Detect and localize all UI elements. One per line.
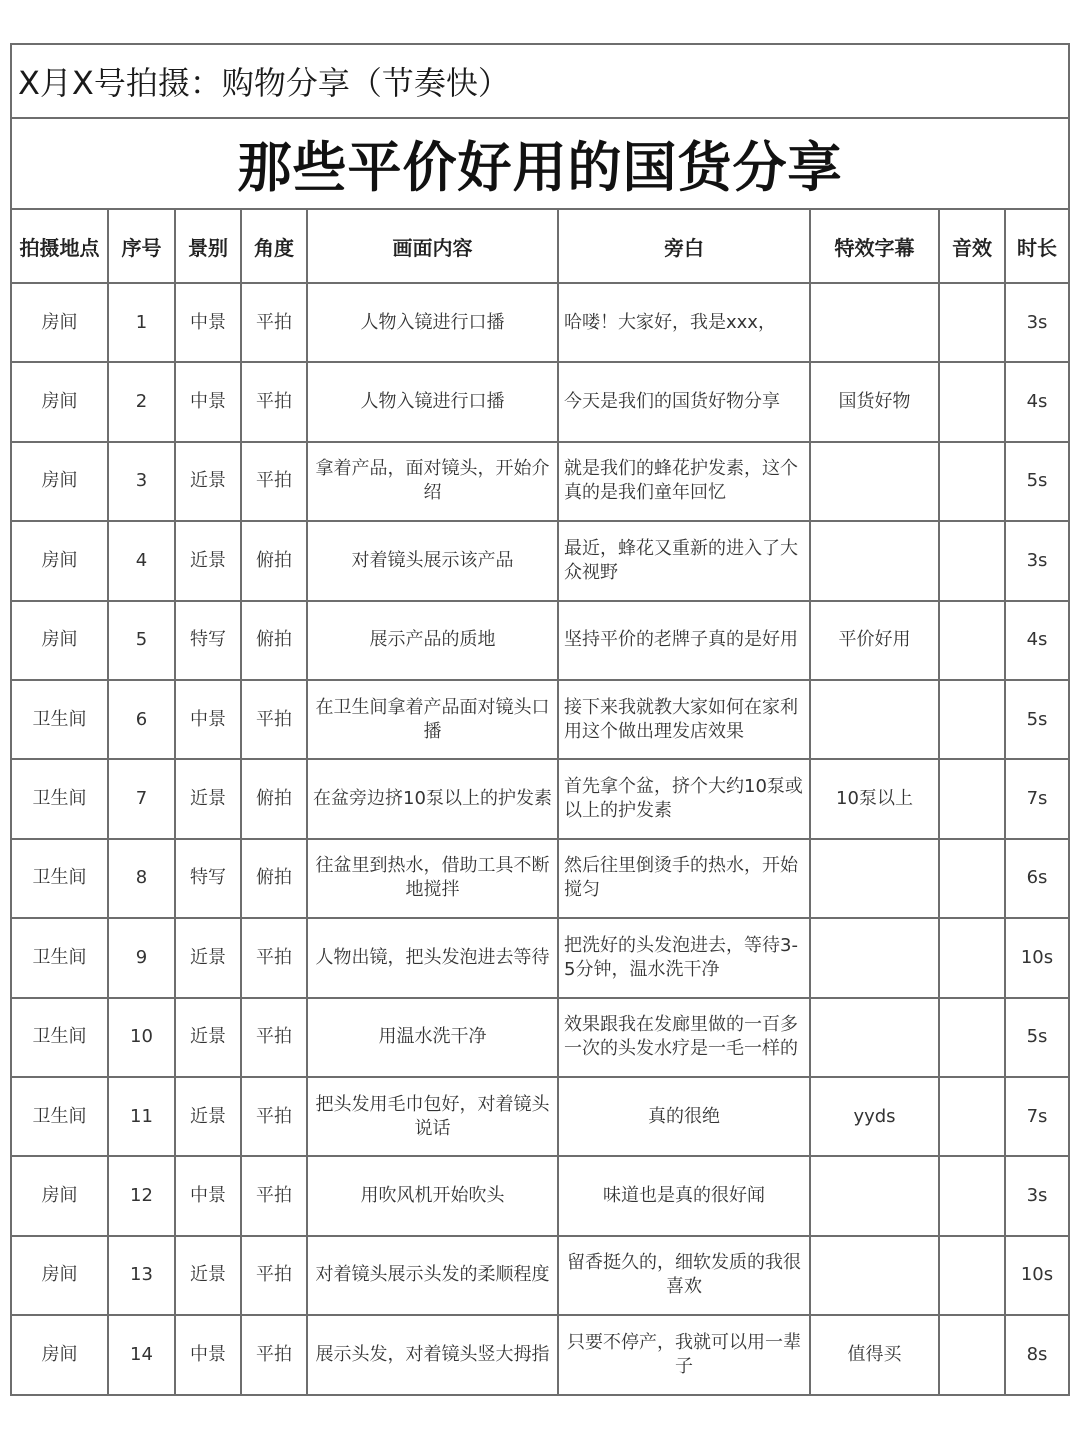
cell-content: 人物入镜进行口播: [307, 283, 558, 362]
table-row: [12, 998, 1068, 1077]
cell-sound: [939, 759, 1005, 838]
column-header-duration: 时长: [1005, 210, 1068, 283]
cell-angle: 平拍: [241, 918, 307, 997]
cell-location: 卫生间: [12, 998, 108, 1077]
cell-location: 房间: [12, 1156, 108, 1235]
cell-duration: 5s: [1005, 442, 1068, 521]
cell-duration: 3s: [1005, 283, 1068, 362]
cell-duration: 5s: [1005, 998, 1068, 1077]
cell-duration: 10s: [1005, 1236, 1068, 1315]
cell-subtitle: [810, 918, 939, 997]
cell-narration: 接下来我就教大家如何在家利用这个做出理发店效果: [558, 680, 810, 759]
cell-shot-size: 近景: [175, 521, 241, 600]
cell-shot-size: 近景: [175, 998, 241, 1077]
cell-sound: [939, 442, 1005, 521]
cell-sound: [939, 998, 1005, 1077]
cell-location: 房间: [12, 283, 108, 362]
cell-sound: [939, 1156, 1005, 1235]
cell-angle: 平拍: [241, 442, 307, 521]
cell-narration: 首先拿个盆，挤个大约10泵或以上的护发素: [558, 759, 810, 838]
cell-angle: 平拍: [241, 680, 307, 759]
cell-content: 展示产品的质地: [307, 601, 558, 680]
cell-content: 对着镜头展示该产品: [307, 521, 558, 600]
cell-narration: 就是我们的蜂花护发素，这个真的是我们童年回忆: [558, 442, 810, 521]
cell-angle: 平拍: [241, 1156, 307, 1235]
cell-content: 在盆旁边挤10泵以上的护发素: [307, 759, 558, 838]
cell-content: 对着镜头展示头发的柔顺程度: [307, 1236, 558, 1315]
column-header-subtitle: 特效字幕: [810, 210, 939, 283]
cell-sound: [939, 1315, 1005, 1394]
table-row: [12, 1315, 1068, 1394]
cell-subtitle: [810, 839, 939, 918]
cell-content: 用温水洗干净: [307, 998, 558, 1077]
cell-subtitle: 值得买: [810, 1315, 939, 1394]
cell-narration: 留香挺久的，细软发质的我很喜欢: [558, 1236, 810, 1315]
cell-duration: 5s: [1005, 680, 1068, 759]
cell-narration: 然后往里倒烫手的热水，开始搅匀: [558, 839, 810, 918]
cell-index: 11: [108, 1077, 175, 1156]
table-row: [12, 759, 1068, 838]
cell-angle: 俯拍: [241, 521, 307, 600]
column-header-angle: 角度: [241, 210, 307, 283]
cell-location: 卫生间: [12, 1077, 108, 1156]
cell-shot-size: 中景: [175, 1156, 241, 1235]
cell-subtitle: [810, 283, 939, 362]
cell-index: 3: [108, 442, 175, 521]
cell-location: 房间: [12, 1236, 108, 1315]
cell-location: 卫生间: [12, 680, 108, 759]
cell-index: 13: [108, 1236, 175, 1315]
cell-content: 人物入镜进行口播: [307, 362, 558, 441]
table-row: [12, 1156, 1068, 1235]
cell-location: 房间: [12, 601, 108, 680]
cell-narration: 只要不停产，我就可以用一辈子: [558, 1315, 810, 1394]
cell-index: 2: [108, 362, 175, 441]
cell-angle: 平拍: [241, 283, 307, 362]
cell-subtitle: [810, 442, 939, 521]
cell-subtitle: 国货好物: [810, 362, 939, 441]
cell-sound: [939, 1236, 1005, 1315]
column-header-sound: 音效: [939, 210, 1005, 283]
table-row: [12, 1236, 1068, 1315]
cell-duration: 7s: [1005, 1077, 1068, 1156]
cell-shot-size: 近景: [175, 442, 241, 521]
document-title: 那些平价好用的国货分享: [12, 119, 1068, 210]
cell-subtitle: [810, 998, 939, 1077]
table-row: [12, 521, 1068, 600]
cell-shot-size: 中景: [175, 1315, 241, 1394]
table-row: [12, 362, 1068, 441]
column-header-narration: 旁白: [558, 210, 810, 283]
cell-duration: 3s: [1005, 1156, 1068, 1235]
cell-subtitle: [810, 521, 939, 600]
cell-shot-size: 近景: [175, 759, 241, 838]
cell-index: 12: [108, 1156, 175, 1235]
cell-angle: 平拍: [241, 362, 307, 441]
cell-duration: 3s: [1005, 521, 1068, 600]
cell-location: 卫生间: [12, 759, 108, 838]
cell-shot-size: 近景: [175, 1236, 241, 1315]
cell-narration: 效果跟我在发廊里做的一百多一次的头发水疗是一毛一样的: [558, 998, 810, 1077]
column-header-shot-size: 景别: [175, 210, 241, 283]
cell-narration: 真的很绝: [558, 1077, 810, 1156]
cell-index: 10: [108, 998, 175, 1077]
column-header-location: 拍摄地点: [12, 210, 108, 283]
cell-content: 拿着产品，面对镜头，开始介绍: [307, 442, 558, 521]
script-sheet: [10, 43, 1070, 1396]
table-row: [12, 442, 1068, 521]
cell-subtitle: 平价好用: [810, 601, 939, 680]
cell-content: 人物出镜，把头发泡进去等待: [307, 918, 558, 997]
table-row: [12, 839, 1068, 918]
cell-duration: 4s: [1005, 362, 1068, 441]
cell-shot-size: 近景: [175, 1077, 241, 1156]
cell-shot-size: 中景: [175, 362, 241, 441]
shot-list-table: [12, 210, 1068, 1394]
column-header-index: 序号: [108, 210, 175, 283]
cell-sound: [939, 839, 1005, 918]
cell-location: 房间: [12, 521, 108, 600]
cell-narration: 最近，蜂花又重新的进入了大众视野: [558, 521, 810, 600]
cell-subtitle: 10泵以上: [810, 759, 939, 838]
cell-index: 1: [108, 283, 175, 362]
cell-duration: 4s: [1005, 601, 1068, 680]
cell-shot-size: 特写: [175, 839, 241, 918]
cell-angle: 俯拍: [241, 759, 307, 838]
cell-index: 7: [108, 759, 175, 838]
cell-index: 6: [108, 680, 175, 759]
cell-sound: [939, 283, 1005, 362]
cell-index: 5: [108, 601, 175, 680]
cell-angle: 俯拍: [241, 839, 307, 918]
cell-location: 房间: [12, 362, 108, 441]
table-row: [12, 680, 1068, 759]
column-header-content: 画面内容: [307, 210, 558, 283]
cell-location: 卫生间: [12, 918, 108, 997]
cell-angle: 平拍: [241, 1315, 307, 1394]
cell-sound: [939, 680, 1005, 759]
shoot-date-header: X月X号拍摄：购物分享（节奏快）: [12, 45, 1068, 119]
cell-angle: 平拍: [241, 1236, 307, 1315]
table-row: [12, 918, 1068, 997]
table-row: [12, 601, 1068, 680]
cell-content: 展示头发，对着镜头竖大拇指: [307, 1315, 558, 1394]
cell-sound: [939, 521, 1005, 600]
cell-sound: [939, 1077, 1005, 1156]
cell-angle: 平拍: [241, 998, 307, 1077]
cell-narration: 哈喽！大家好，我是xxx，: [558, 283, 810, 362]
cell-content: 在卫生间拿着产品面对镜头口播: [307, 680, 558, 759]
cell-subtitle: [810, 1156, 939, 1235]
cell-index: 4: [108, 521, 175, 600]
cell-content: 往盆里到热水，借助工具不断地搅拌: [307, 839, 558, 918]
cell-duration: 6s: [1005, 839, 1068, 918]
cell-narration: 今天是我们的国货好物分享: [558, 362, 810, 441]
table-row: [12, 283, 1068, 362]
cell-shot-size: 近景: [175, 918, 241, 997]
cell-duration: 7s: [1005, 759, 1068, 838]
cell-narration: 坚持平价的老牌子真的是好用: [558, 601, 810, 680]
cell-narration: 味道也是真的很好闻: [558, 1156, 810, 1235]
cell-sound: [939, 362, 1005, 441]
cell-location: 房间: [12, 442, 108, 521]
cell-location: 房间: [12, 1315, 108, 1394]
cell-subtitle: [810, 680, 939, 759]
cell-index: 8: [108, 839, 175, 918]
cell-shot-size: 特写: [175, 601, 241, 680]
cell-shot-size: 中景: [175, 283, 241, 362]
table-row: [12, 1077, 1068, 1156]
cell-content: 用吹风机开始吹头: [307, 1156, 558, 1235]
cell-location: 卫生间: [12, 839, 108, 918]
cell-angle: 平拍: [241, 1077, 307, 1156]
cell-index: 9: [108, 918, 175, 997]
cell-sound: [939, 601, 1005, 680]
cell-index: 14: [108, 1315, 175, 1394]
cell-narration: 把洗好的头发泡进去，等待3-5分钟，温水洗干净: [558, 918, 810, 997]
cell-sound: [939, 918, 1005, 997]
cell-content: 把头发用毛巾包好，对着镜头说话: [307, 1077, 558, 1156]
table-header-row: [12, 210, 1068, 283]
cell-shot-size: 中景: [175, 680, 241, 759]
cell-duration: 8s: [1005, 1315, 1068, 1394]
cell-subtitle: yyds: [810, 1077, 939, 1156]
cell-duration: 10s: [1005, 918, 1068, 997]
cell-subtitle: [810, 1236, 939, 1315]
cell-angle: 俯拍: [241, 601, 307, 680]
